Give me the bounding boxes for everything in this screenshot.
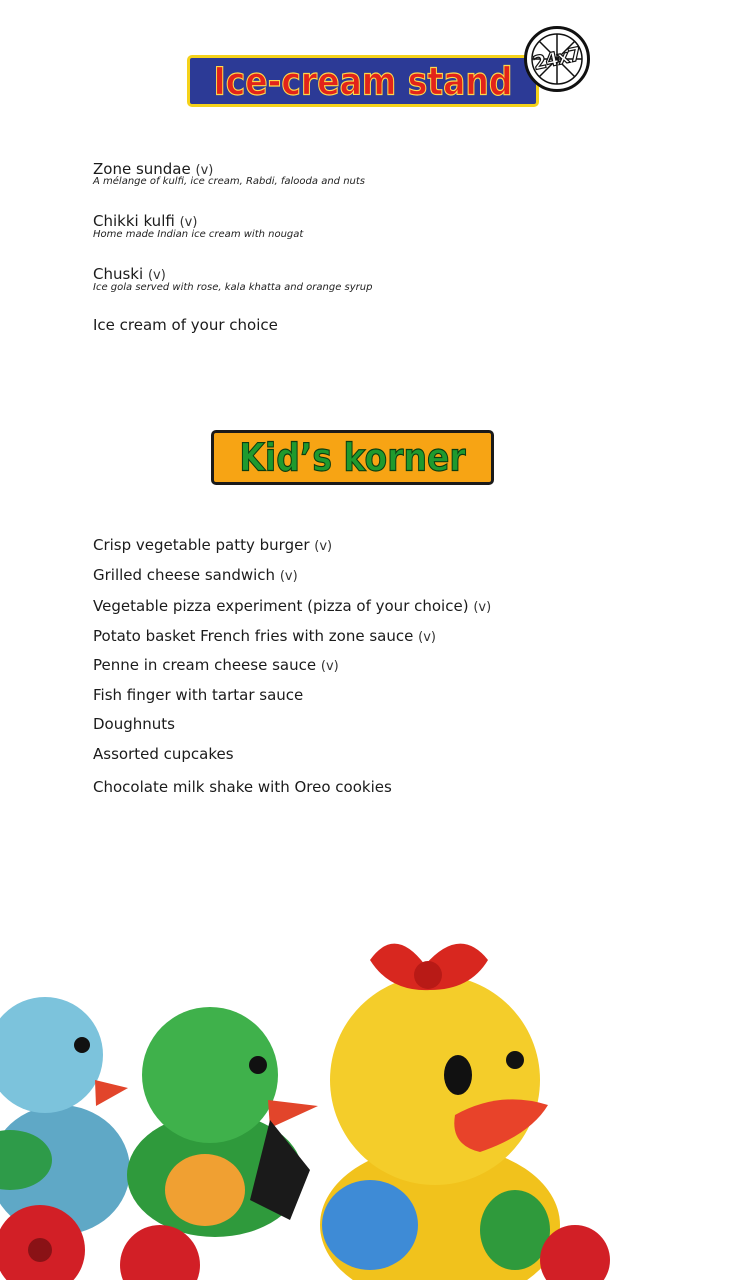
item-title: Doughnuts (93, 715, 175, 733)
item-title: Chocolate milk shake with Oreo cookies (93, 778, 392, 796)
ice-cream-stand-title: Ice-cream stand (213, 58, 513, 104)
list-item (93, 536, 332, 554)
item-title: Zone sundae (93, 160, 191, 178)
item-title: Chikki kulfi (93, 212, 175, 230)
list-item (93, 745, 234, 763)
list-item (93, 686, 303, 704)
item-title: Assorted cupcakes (93, 745, 234, 763)
item-title: Vegetable pizza experiment (pizza of your choice) (93, 597, 469, 615)
badge-24x7-icon (524, 26, 590, 92)
item-description: A mélange of kulfi, ice cream, Rabdi, falooda and nuts (93, 176, 365, 187)
item-title: Potato basket French fries with zone sauce (93, 627, 414, 645)
item-title: Grilled cheese sandwich (93, 566, 276, 584)
veg-mark: (v) (147, 268, 166, 283)
veg-mark: (v) (314, 539, 333, 554)
veg-mark: (v) (473, 600, 492, 615)
kids-korner-title: Kid’s korner (239, 435, 466, 480)
item-title: Chuski (93, 265, 144, 283)
list-item (93, 566, 298, 584)
list-item (93, 778, 392, 796)
list-item (93, 715, 175, 733)
veg-mark: (v) (195, 163, 214, 178)
item-title: Crisp vegetable patty burger (93, 536, 310, 554)
item-title: Ice cream of your choice (93, 316, 278, 334)
kids-korner-banner (211, 430, 494, 485)
list-item (93, 627, 436, 645)
toy-ducks-icon (0, 920, 732, 1280)
badge-label: 24x7 (531, 43, 583, 75)
green-duck-icon (120, 1007, 318, 1280)
veg-mark: (v) (320, 659, 339, 674)
item-title: Fish finger with tartar sauce (93, 686, 304, 704)
list-item (93, 265, 166, 283)
ice-cream-stand-banner (187, 55, 539, 107)
yellow-duck-icon (320, 944, 610, 1280)
veg-mark: (v) (279, 569, 298, 584)
veg-mark: (v) (179, 215, 198, 230)
list-item (93, 212, 197, 230)
list-item (93, 316, 278, 334)
list-item (93, 656, 339, 674)
item-title: Penne in cream cheese sauce (93, 656, 317, 674)
list-item (93, 597, 491, 615)
item-description: Home made Indian ice cream with nougat (93, 229, 304, 240)
veg-mark: (v) (418, 630, 436, 645)
blue-duck-icon (0, 997, 130, 1280)
item-description: Ice gola served with rose, kala khatta and orange syrup (93, 282, 373, 293)
